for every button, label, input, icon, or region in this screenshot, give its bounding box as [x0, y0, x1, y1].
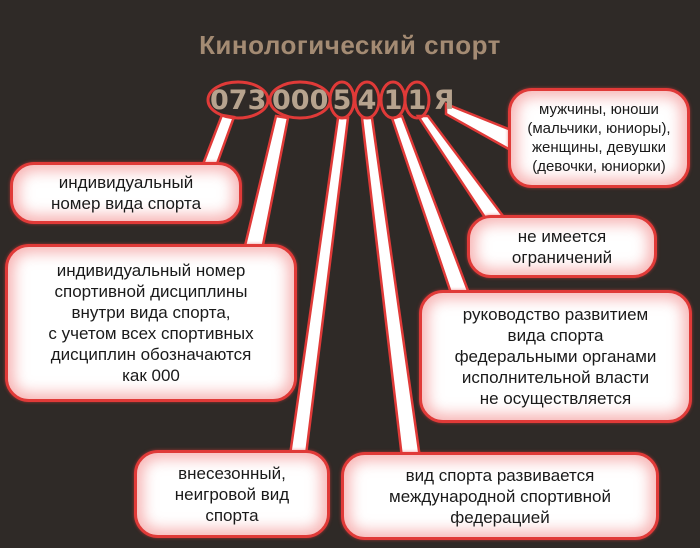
code-segment-development: 4 — [357, 85, 377, 116]
code-segment-discipline: 000 — [272, 85, 329, 116]
annotation-sport-number: индивидуальный номер вида спорта — [10, 162, 242, 224]
code-segment-restrictions: 1 — [407, 85, 427, 116]
code-segment-season: 5 — [332, 85, 352, 116]
code-segment-sport: 073 — [210, 85, 267, 116]
pointer-discipline-number — [244, 116, 288, 250]
annotation-gender-age: мужчины, юноши (мальчики, юниоры), женщины, девушки (девочки, юниорки) — [508, 88, 690, 188]
page-title: Кинологический спорт — [199, 30, 501, 60]
pointer-seasonality — [290, 118, 348, 455]
code-segment-gender: Я — [433, 85, 455, 116]
annotation-federal-management: руководство развитием вида спорта федеральными органами исполнительной власти не осуществляется — [419, 290, 692, 423]
annotation-discipline-number: индивидуальный номер спортивной дисциплины внутри вида спорта, с учетом всех спортивных дисциплин обозначаются как 000 — [5, 244, 297, 402]
pointer-federal-management — [392, 116, 470, 296]
code-segment-management: 1 — [383, 85, 403, 116]
annotation-seasonality: внесезонный, неигровой вид спорта — [134, 450, 330, 538]
annotation-restrictions: не имеется ограничений — [467, 215, 657, 278]
annotation-development: вид спорта развивается международной спортивной федерацией — [341, 452, 659, 540]
